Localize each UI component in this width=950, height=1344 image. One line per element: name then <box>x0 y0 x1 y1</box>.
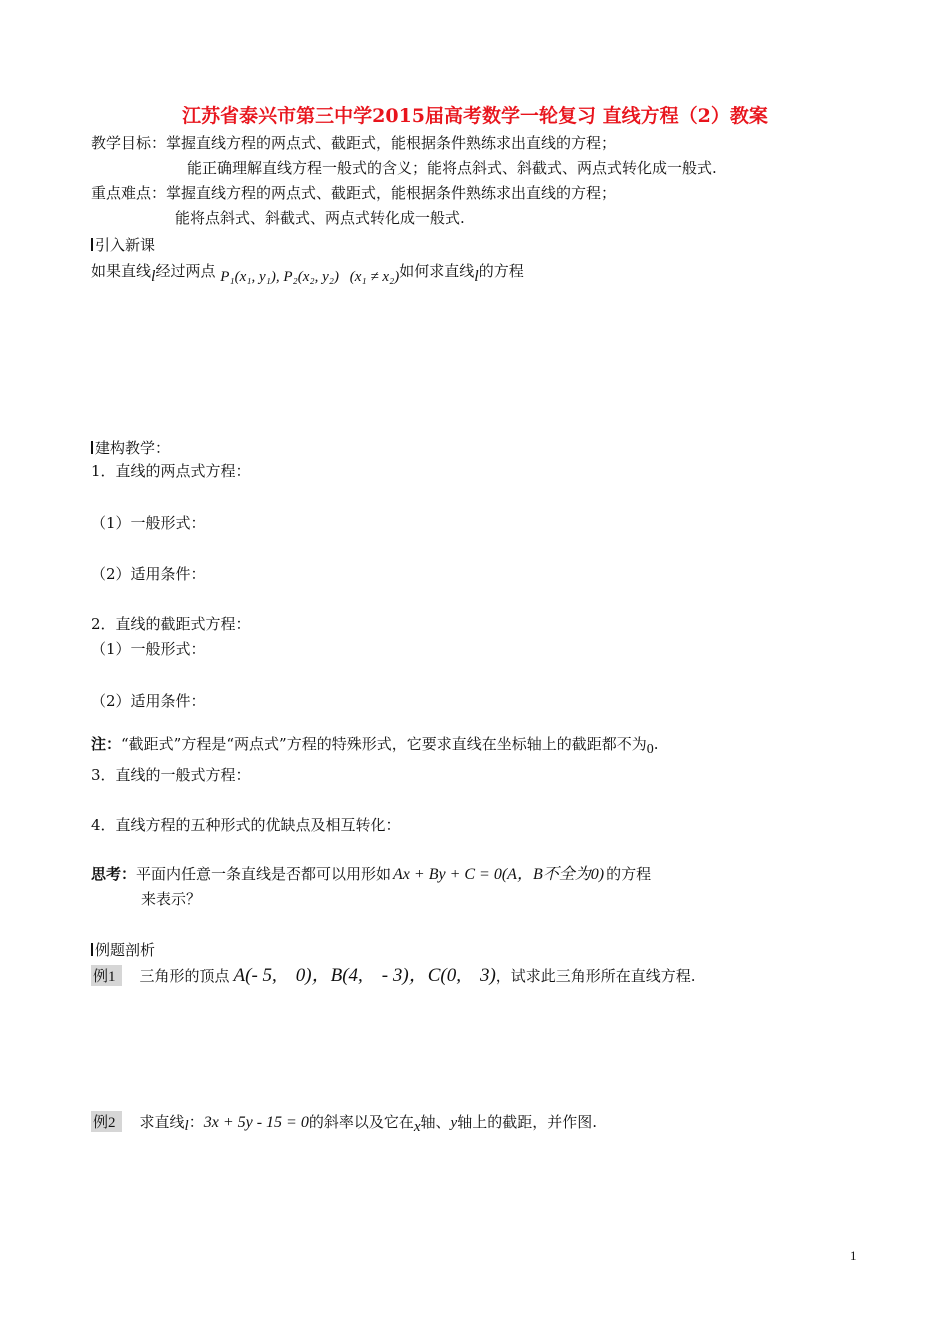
item1-b: （2）适用条件： <box>91 565 206 583</box>
objectives-label: 教学目标： <box>91 134 167 152</box>
note-zero: 0 <box>646 742 654 757</box>
general-form-formula: Ax + By + C = 0(A，B不全为0) <box>393 866 605 883</box>
objectives-line1: 教学目标：掌握直线方程的两点式、截距式，能根据条件熟练求出直线的方程； <box>91 134 617 152</box>
keypoints-line2: 能将点斜式、斜截式、两点式转化成一般式. <box>175 209 465 227</box>
page-number: 1 <box>850 1248 857 1263</box>
example-2: 例2 求直线l：3x + 5y - 15 = 0的斜率以及它在x轴、y轴上的截距，并作图. <box>93 1113 597 1135</box>
section-marker <box>91 441 93 454</box>
keypoints-line1: 重点难点：掌握直线方程的两点式、截距式，能根据条件熟练求出直线的方程； <box>91 184 617 202</box>
examples-heading: 例题剖析 <box>91 939 155 960</box>
item4: 4．直线方程的五种形式的优缺点及相互转化： <box>91 816 401 834</box>
think-line2: 来表示？ <box>141 890 202 908</box>
item1: 1．直线的两点式方程： <box>91 462 251 480</box>
item3: 3．直线的一般式方程： <box>91 766 251 784</box>
line-var-l2: l <box>474 268 479 285</box>
think: 思考：平面内任意一条直线是否都可以用形如 Ax + By + C = 0(A，B不全为0) 的方程 <box>91 865 652 883</box>
note-label: 注： <box>91 735 122 753</box>
keypoints-label: 重点难点： <box>91 184 167 202</box>
triangle-vertices: A(- 5, 0)，B(4, - 3)，C(0, 3) <box>233 965 496 986</box>
x-var: x <box>413 1119 421 1135</box>
line-equation: 3x + 5y - 15 = 0 <box>203 1114 309 1131</box>
section-marker <box>91 943 93 956</box>
objectives-line2: 能正确理解直线方程一般式的含义；能将点斜式、斜截式、两点式转化成一般式. <box>187 159 717 177</box>
think-label: 思考： <box>91 865 137 883</box>
example-1-label: 例1 <box>91 965 122 986</box>
example-2-label: 例2 <box>91 1111 122 1132</box>
y-var: y <box>450 1115 458 1131</box>
example-1: 例1 三角形的顶点 A(- 5, 0)，B(4, - 3)，C(0, 3)，试求此三角形所在直线方程. <box>93 965 696 986</box>
line-var-l: l <box>151 268 156 285</box>
item2-a: （1）一般形式： <box>91 640 206 658</box>
line-var-l3: l <box>184 1118 189 1134</box>
condition-x1-ne-x2: (x₁ ≠ x₂) <box>349 269 400 285</box>
section-marker <box>91 238 93 251</box>
item1-a: （1）一般形式： <box>91 514 206 532</box>
construct-heading: 建构教学： <box>91 437 170 458</box>
intro-heading: 引入新课 <box>91 234 155 255</box>
item2-b: （2）适用条件： <box>91 692 206 710</box>
item2: 2．直线的截距式方程： <box>91 615 251 633</box>
intro-question: 如果直线l经过两点 P₁(x₁, y₁), P₂(x₂, y₂) (x₁ ≠ x₂)如何求直线l的方程 <box>91 262 524 285</box>
page-title: 江苏省泰兴市第三中学2015届高考数学一轮复习 直线方程（2）教案 <box>182 105 768 127</box>
note: 注：“截距式”方程是“两点式”方程的特殊形式，它要求直线在坐标轴上的截距都不为0. <box>91 735 659 757</box>
points-p1-p2: P₁(x₁, y₁), P₂(x₂, y₂) <box>220 269 339 285</box>
